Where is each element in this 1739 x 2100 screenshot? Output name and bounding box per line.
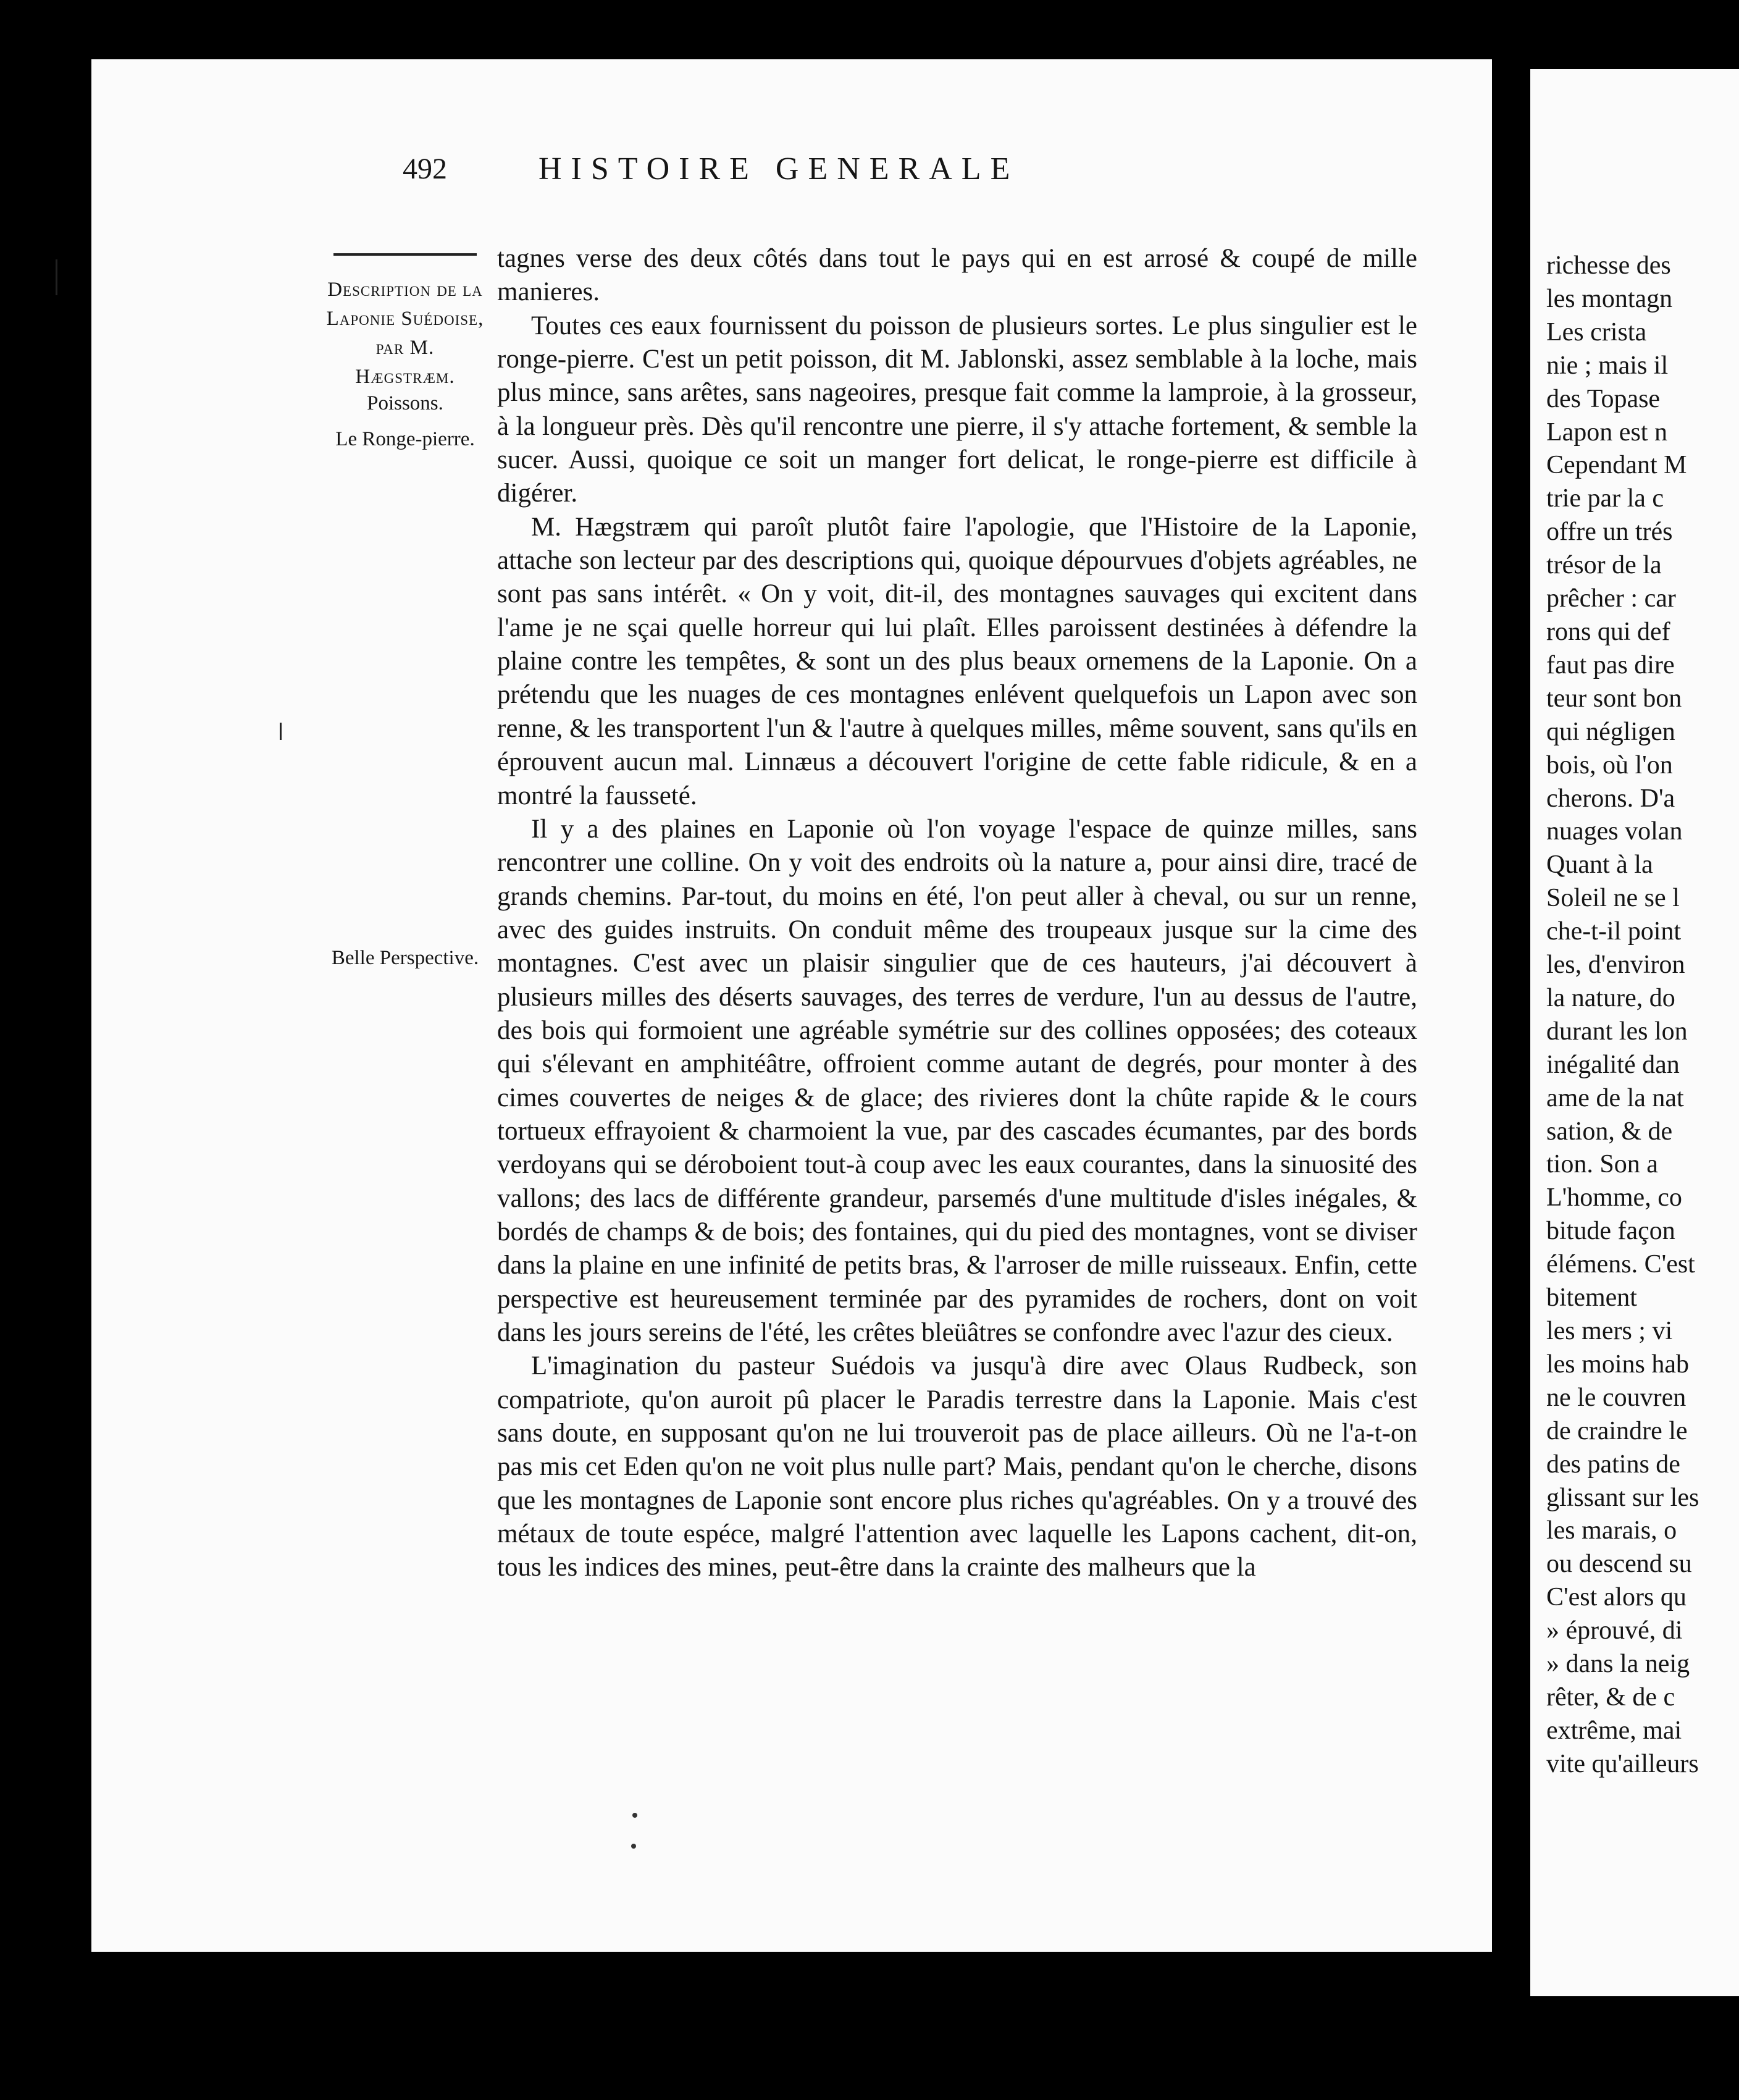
page-number: 492 <box>403 153 447 185</box>
scan-dot <box>631 1844 636 1849</box>
right-page-line: richesse des <box>1546 251 1671 280</box>
paragraph: tagnes verse des deux côtés dans tout le pays qui en est arrosé & coupé de mille manieres. <box>497 244 1417 307</box>
right-page-line: ne le couvren <box>1546 1383 1687 1412</box>
right-page-line: sation, & de <box>1546 1117 1673 1146</box>
margin-note-poissons: Poissons. <box>367 392 443 414</box>
right-page-line: tion. Son a <box>1546 1150 1658 1179</box>
right-page-line: Lapon est n <box>1546 418 1667 447</box>
right-page-line: prêcher : car <box>1546 584 1676 613</box>
right-page-line: extrême, mai <box>1546 1716 1682 1745</box>
right-page-line: durant les lon <box>1546 1017 1688 1046</box>
right-page-line: faut pas dire <box>1546 650 1675 679</box>
right-page-line: Quant à la <box>1546 850 1653 880</box>
right-page-line: bois, où l'on <box>1546 750 1673 779</box>
right-page-line: nie ; mais il <box>1546 351 1669 380</box>
right-page-line: des patins de <box>1546 1450 1680 1479</box>
right-page-line: glissant sur les <box>1546 1483 1699 1512</box>
paragraph: Toutes ces eaux fournissent du poisson de plusieurs sortes. Le plus singulier est le ronge-pierre. C'est un petit poisson, dit M. Jablonski, assez semblable à la loche, mais plus mince, sans arêtes, sans nageoires, presque fait comme la lamproie, à la grosseur, à la longueur près. Dès qu'il rencontre une pierre, il s'y attache fortement, & semble la sucer. Aussi, quoique ce soit un manger fort delicat, le ronge-pierre est difficile à digérer. <box>497 311 1417 508</box>
scan-dot <box>632 1813 637 1818</box>
right-page-line: Les crista <box>1546 317 1647 346</box>
margin-rule <box>333 253 477 256</box>
right-page-line: teur sont bon <box>1546 684 1682 713</box>
paragraph: L'imagination du pasteur Suédois va jusqu'à dire avec Olaus Rudbeck, son compatriote, qu'on auroit pû placer le Paradis terrestre dans la Laponie. Mais c'est sans doute, en supposant qu'on ne lui trouveroit pas de place ailleurs. Où ne l'a-t-on pas mis cet Eden qu'on ne voit plus nulle part? Mais, pendant qu'on le cherche, disons que les montagnes de Laponie sont encore plus riches qu'agréables. On y a trouvé des métaux de toute espéce, malgré l'attention avec laquelle les Lapons cachent, dit-on, tous les indices des mines, peut-être dans la crainte des malheurs que la <box>497 1351 1417 1582</box>
running-header <box>403 143 1422 195</box>
right-page-line: bitement <box>1546 1283 1637 1312</box>
right-page-line: ame de la nat <box>1546 1083 1684 1112</box>
right-page-line: de craindre le <box>1546 1416 1688 1445</box>
right-page-line: élémens. C'est <box>1546 1250 1695 1279</box>
right-page-line: offre un trés <box>1546 518 1673 547</box>
margin-note-description: Description de la Laponie Suédoise, par M. Hægstræm. <box>326 279 484 388</box>
right-page-line: les moins hab <box>1546 1350 1689 1379</box>
right-page-line: nuages volan <box>1546 817 1683 846</box>
right-page-line: les, d'environ <box>1546 951 1685 980</box>
right-page-line: cherons. D'a <box>1546 784 1675 813</box>
right-page-line: les montagn <box>1546 284 1673 313</box>
paragraph: M. Hægstræm qui paroît plutôt faire l'apologie, que l'Histoire de la Laponie, attache son lecteur par des descriptions qui, quoique dépourvues d'objets agréables, ne sont pas sans intérêt. « On y voit, dit-il, des montagnes sauvages qui excitent dans l'ame je ne sçai quelle horreur qui lui plaît. Elles paroissent destinées à défendre la plaine contre les tempêtes, & sont un des plus beaux ornemens de la Laponie. On a prétendu que les nuages de ces montagnes enlévent quelquefois un Lapon avec son renne, & les transportent l'un & l'autre à quelques milles, même souvent, sans qu'ils en éprouvent aucun mal. Linnæus a découvert l'origine de cette fable ridicule, & en a montré la fausseté. <box>497 512 1417 810</box>
main-text <box>497 242 1417 1585</box>
right-page-line: qui négligen <box>1546 717 1675 746</box>
running-title: HISTOIRE GENERALE <box>538 151 1020 187</box>
scan-mark <box>280 723 282 740</box>
scan-mark <box>56 259 57 295</box>
right-page <box>1530 69 1739 1996</box>
margin-note-ronge-pierre: Le Ronge-pierre. <box>335 428 475 450</box>
right-page-line: che-t-il point <box>1546 917 1682 946</box>
right-page-line: des Topase <box>1546 384 1661 413</box>
right-page-line: trésor de la <box>1546 551 1662 580</box>
right-page-line: rêter, & de c <box>1546 1682 1675 1712</box>
right-page-line: C'est alors qu <box>1546 1583 1687 1612</box>
right-page-line: bitude façon <box>1546 1217 1675 1246</box>
right-page-line: » dans la neig <box>1546 1650 1690 1679</box>
right-page-text <box>1546 250 1739 1781</box>
right-page-line: L'homme, co <box>1546 1183 1682 1212</box>
right-page-line: les mers ; vi <box>1546 1317 1673 1345</box>
right-page-line: » éprouvé, di <box>1546 1616 1683 1645</box>
right-page-line: la nature, do <box>1546 983 1675 1012</box>
right-page-line: trie par la c <box>1546 484 1664 513</box>
right-page-line: vite qu'ailleurs <box>1546 1749 1699 1778</box>
right-page-line: ou descend su <box>1546 1550 1692 1579</box>
right-page-line: Cependant M <box>1546 451 1687 480</box>
right-page-line: Soleil ne se l <box>1546 884 1680 913</box>
margin-note-belle-perspective: Belle Perspective. <box>331 947 479 969</box>
paragraph: Il y a des plaines en Laponie où l'on voyage l'espace de quinze milles, sans rencontrer une colline. On y voit des endroits où la nature a, pour ainsi dire, tracé de grands chemins. Par-tout, du moins en été, l'on peut aller à cheval, ou sur un renne, avec des guides instruits. On conduit même des troupeaux jusque sur la cime des montagnes. C'est avec un plaisir singulier que de ces hauteurs, j'ai découvert à plusieurs milles des déserts sauvages, des terres de verdure, l'un au dessus de l'autre, des bois qui formoient une agréable symétrie sur des collines opposées; des coteaux qui s'élevant en amphitéâtre, offroient comme autant de degrés, pour monter à des cimes couvertes de neiges & de glace; des rivieres dont la chûte rapide & le cours tortueux effrayoient & charmoient la vue, par des cascades écumantes, par des bords verdoyans qui se déroboient tout-à coup avec les eaux courantes, dans la sinuosité des vallons; des lacs de différente grandeur, parsemés d'une multitude d'isles inégales, & bordés de champs & de bois; des fontaines, qui du pied des montagnes, vont se diviser dans la plaine en une infinité de petits bras, & l'arroser de mille ruisseaux. Enfin, cette perspective est heureusement terminée par des pyramides de rochers, dont on voit dans les jours sereins de l'été, les crêtes bleüâtres se confondre avec l'azur des cieux. <box>497 814 1417 1347</box>
right-page-line: rons qui def <box>1546 617 1670 646</box>
right-page-line: inégalité dan <box>1546 1050 1680 1079</box>
right-page-line: les marais, o <box>1546 1516 1677 1545</box>
